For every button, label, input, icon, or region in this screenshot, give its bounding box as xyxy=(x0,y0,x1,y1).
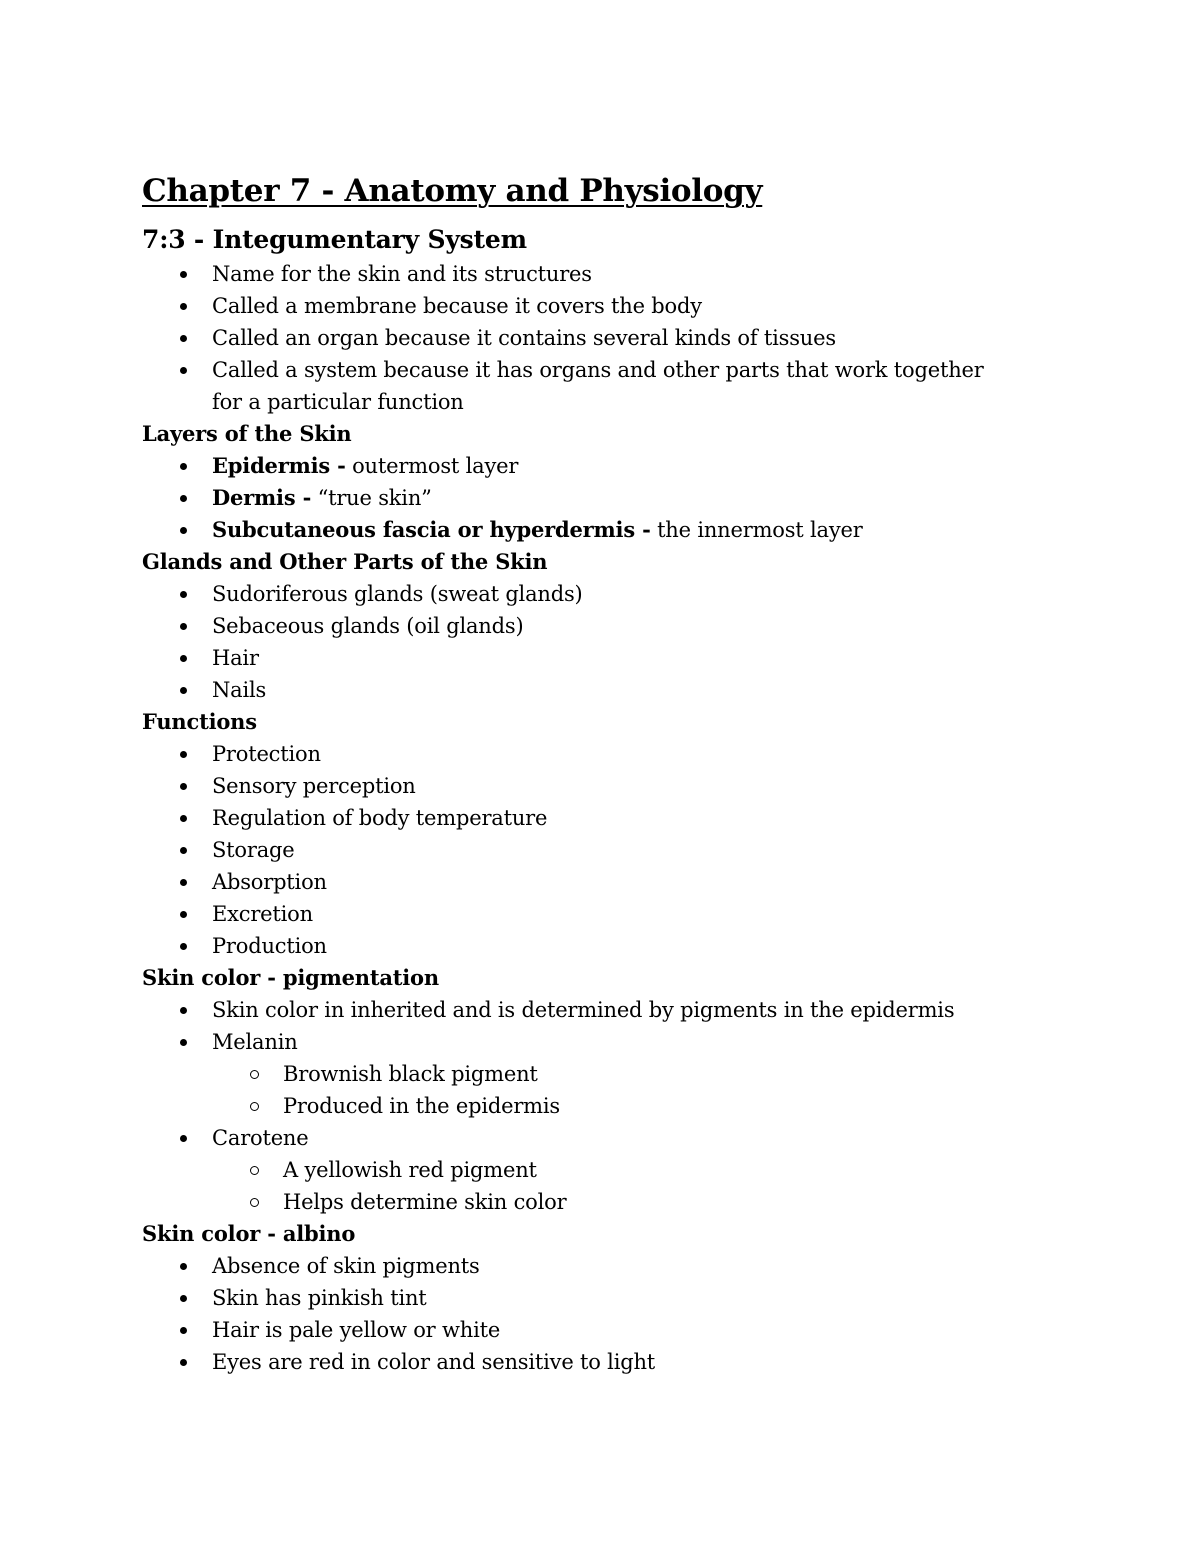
list-item: Skin has pinkish tint xyxy=(142,1282,992,1314)
list-item: Hair xyxy=(142,642,992,674)
list-item: Storage xyxy=(142,834,992,866)
pigmentation-list xyxy=(142,994,1142,1218)
list-item: Absence of skin pigments xyxy=(142,1250,992,1282)
list-item: Excretion xyxy=(142,898,992,930)
glands-heading: Glands and Other Parts of the Skin xyxy=(142,549,548,574)
list-item: Protection xyxy=(142,738,992,770)
list-item xyxy=(142,482,992,514)
pigmentation-heading: Skin color - pigmentation xyxy=(142,965,439,990)
sub-list-item: Produced in the epidermis xyxy=(142,1090,1142,1122)
sub-list-item: Helps determine skin color xyxy=(142,1186,1142,1218)
layer-term: Epidermis - xyxy=(212,453,346,478)
layer-desc: the innermost layer xyxy=(650,518,863,542)
list-item: Carotene xyxy=(142,1122,992,1154)
functions-list xyxy=(142,738,1142,962)
albino-heading: Skin color - albino xyxy=(142,1221,356,1246)
list-item: Sensory perception xyxy=(142,770,992,802)
list-item: Called a system because it has organs and other parts that work together for a particular function xyxy=(142,354,992,418)
section-heading: 7:3 - Integumentary System xyxy=(142,225,527,254)
list-item: Skin color in inherited and is determined by pigments in the epidermis xyxy=(142,994,992,1026)
intro-list xyxy=(142,258,1142,418)
layer-term: Subcutaneous fascia or hyperdermis - xyxy=(212,517,651,542)
layers-list xyxy=(142,450,1142,546)
list-item: Nails xyxy=(142,674,992,706)
list-item: Sudoriferous glands (sweat glands) xyxy=(142,578,992,610)
list-item: Regulation of body temperature xyxy=(142,802,992,834)
list-item: Called a membrane because it covers the body xyxy=(142,290,992,322)
list-item xyxy=(142,450,992,482)
layers-heading: Layers of the Skin xyxy=(142,421,352,446)
list-item: Production xyxy=(142,930,992,962)
sub-list-item: Brownish black pigment xyxy=(142,1058,1142,1090)
document-page xyxy=(142,170,1142,1378)
list-item: Hair is pale yellow or white xyxy=(142,1314,992,1346)
albino-list xyxy=(142,1250,1142,1378)
list-item: Sebaceous glands (oil glands) xyxy=(142,610,992,642)
layer-desc: outermost layer xyxy=(345,454,519,478)
list-item: Eyes are red in color and sensitive to light xyxy=(142,1346,992,1378)
list-item: Melanin xyxy=(142,1026,992,1058)
page-title: Chapter 7 - Anatomy and Physiology xyxy=(142,173,763,209)
list-item: Absorption xyxy=(142,866,992,898)
list-item xyxy=(142,514,992,546)
glands-list xyxy=(142,578,1142,706)
layer-desc: “true skin” xyxy=(311,486,432,510)
layer-term: Dermis - xyxy=(212,485,312,510)
list-item: Called an organ because it contains several kinds of tissues xyxy=(142,322,992,354)
sub-list-item: A yellowish red pigment xyxy=(142,1154,1142,1186)
functions-heading: Functions xyxy=(142,709,257,734)
list-item: Name for the skin and its structures xyxy=(142,258,992,290)
